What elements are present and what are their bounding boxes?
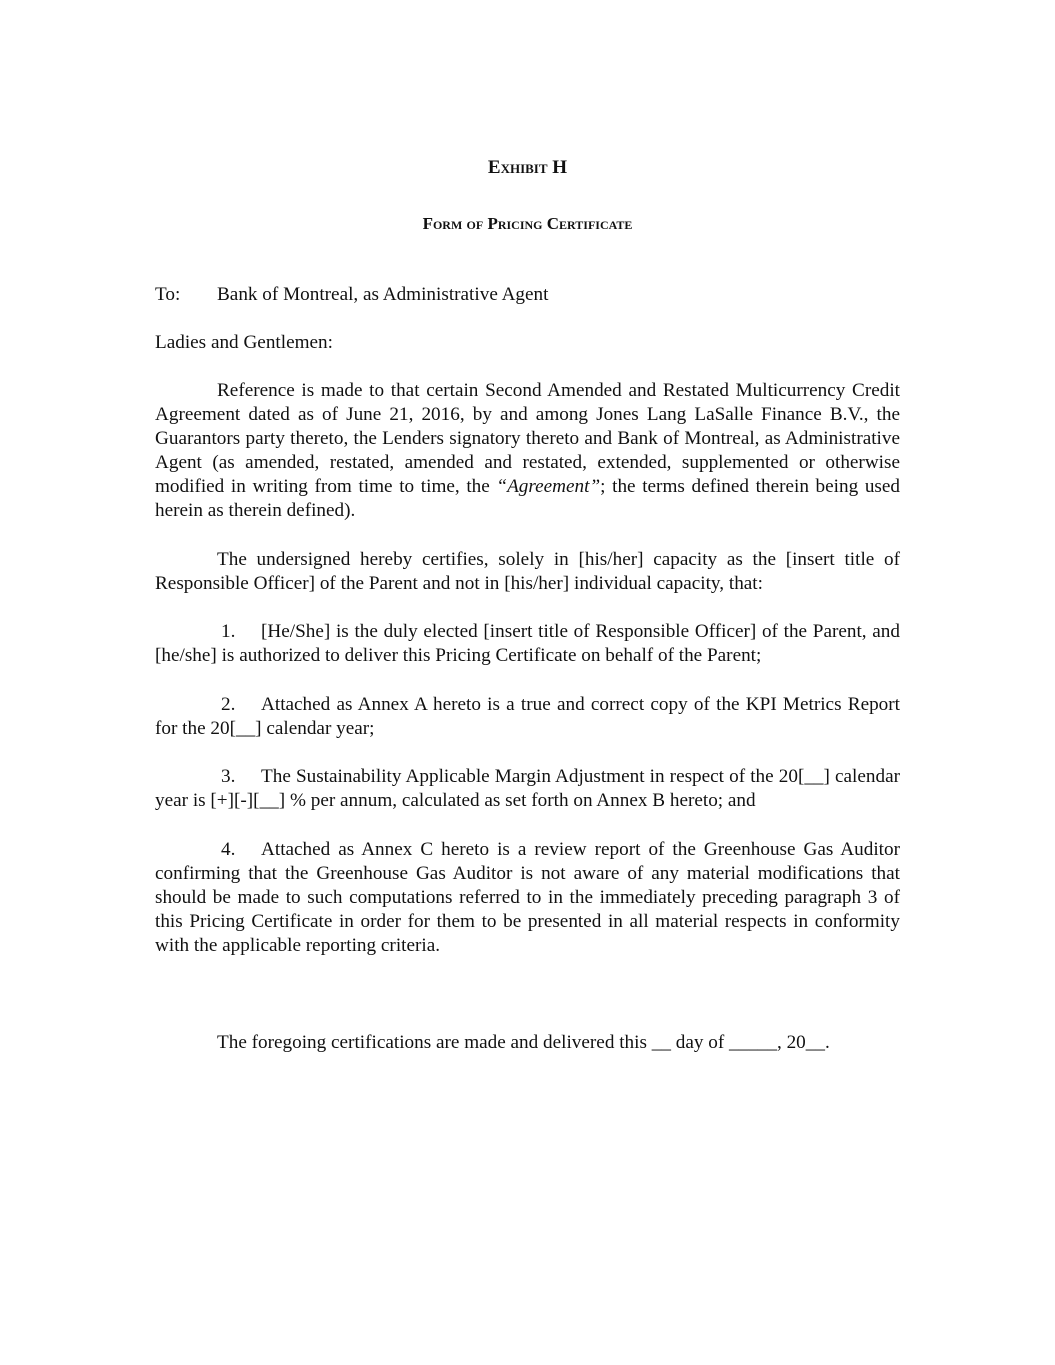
item-number: 1. <box>221 621 236 642</box>
exhibit-heading: Exhibit H <box>487 157 568 178</box>
addressee-label: To: <box>155 284 181 305</box>
salutation: Ladies and Gentlemen: <box>155 332 333 353</box>
numbered-item-1 <box>155 620 900 668</box>
addressee-line <box>155 283 900 307</box>
item-number: 3. <box>221 766 236 787</box>
closing-statement: The foregoing certifications are made and delivered this __ day of _____, 20__. <box>217 1032 830 1053</box>
numbered-item-2 <box>155 693 900 741</box>
form-title: Form of Pricing Certificate <box>422 214 633 233</box>
item-text: [He/She] is the duly elected [insert title of Responsible Officer] of the Parent, and [he/she] is authorized to deliver this Pricing Certificate on behalf of the Parent; <box>155 621 900 666</box>
item-text: Attached as Annex C hereto is a review report of the Greenhouse Gas Auditor confirming that the Greenhouse Gas Auditor is not aware of any material modifications that should be made to such computations referred to in the immediately preceding paragraph 3 of this Pricing Certificate in order for them to be presented in all material respects in conformity with the applicable reporting criteria. <box>155 839 900 956</box>
numbered-item-3 <box>155 765 900 813</box>
numbered-item-4 <box>155 838 900 958</box>
reference-text-before: Reference is made to that certain Second Amended and Restated Multicurrency Credit Agreement dated as of June 21, 2016, by and among Jones Lang LaSalle Finance B.V., the Guarantors party thereto, the Lenders signatory thereto and Bank of Montreal, as Administrative Agent (as amended, restated, amended and restated, extended, supplemented or otherwise modified in writing from time to time, the <box>155 380 900 497</box>
item-number: 2. <box>221 694 236 715</box>
certification-intro: The undersigned hereby certifies, solely in [his/her] capacity as the [insert title of Responsible Officer] of the Parent and not in [his/her] individual capacity, that: <box>155 549 900 594</box>
reference-paragraph <box>155 379 900 523</box>
item-text: The Sustainability Applicable Margin Adjustment in respect of the 20[__] calendar year is [+][-][__] % per annum, calculated as set forth on Annex B hereto; and <box>155 766 900 811</box>
defined-term-agreement: “Agreement” <box>496 476 601 497</box>
item-text: Attached as Annex A hereto is a true and correct copy of the KPI Metrics Report for the 20[__] calendar year; <box>155 694 900 739</box>
item-number: 4. <box>221 839 236 860</box>
reference-text-after: ; the terms defined therein being used herein as therein defined). <box>155 476 900 521</box>
addressee-name: Bank of Montreal, as Administrative Agent <box>217 284 549 305</box>
